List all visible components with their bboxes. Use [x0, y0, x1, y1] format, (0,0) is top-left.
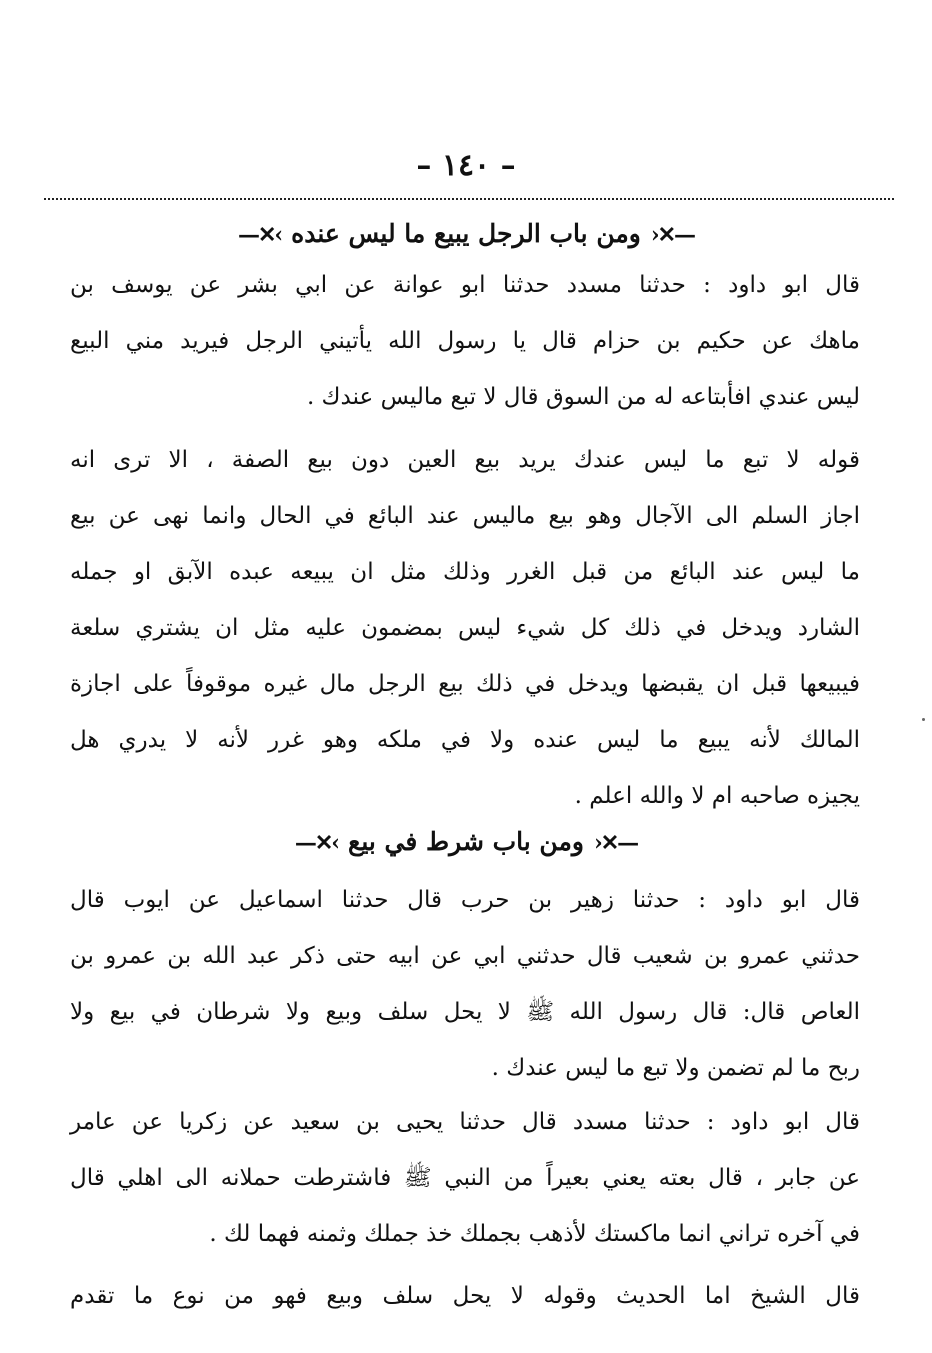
text-line: المالك لأنه يبيع ما ليس عنده ولا في ملكه وهو غرر لأنه لا يدري هل	[70, 727, 860, 753]
header-rule	[44, 198, 894, 200]
ornament-left-icon: ›✕—	[237, 222, 282, 248]
ornament-left-icon: ›✕—	[294, 830, 339, 856]
text-line: حدثني عمرو بن شعيب قال حدثني ابي عن ابيه حتى ذكر عبد الله بن عمرو بن	[70, 943, 860, 969]
text-line: الشارد ويدخل في ذلك كل شيء ليس بمضمون عليه مثل ان يشتري سلعة	[70, 615, 860, 641]
text-line: يجيزه صاحبه ام لا والله اعلم .	[574, 783, 860, 809]
paragraph	[70, 1268, 860, 1324]
text-line: قال ابو داود : حدثنا زهير بن حرب قال حدثنا اسماعيل عن ايوب قال	[70, 887, 860, 913]
paragraph	[70, 1094, 860, 1262]
section-heading-text: ومن باب شرط في بيع	[348, 827, 584, 856]
text-line: عن جابر ، قال بعته يعني بعيراً من النبي ﷺ فاشترطت حملانه الى اهلي قال	[70, 1165, 860, 1191]
section-heading-text: ومن باب الرجل يبيع ما ليس عنده	[291, 219, 641, 248]
ornament-right-icon: —✕‹	[593, 830, 638, 856]
text-line: قال الشيخ اما الحديث وقوله لا يحل سلف وبيع فهو من نوع ما تقدم	[70, 1283, 860, 1309]
paragraph	[70, 432, 860, 824]
text-line: فيبيعها قبل ان يقبضها ويدخل في ذلك بيع الرجل مال غيره موقوفاً على اجازة	[70, 671, 860, 697]
section-heading	[0, 822, 932, 863]
ornament-right-icon: —✕‹	[650, 222, 695, 248]
paragraph	[70, 872, 860, 1096]
margin-speck	[922, 718, 925, 721]
paragraph	[70, 257, 860, 425]
text-line: اجاز السلم الى الآجال وهو بيع ماليس عند البائع في الحال وانما نهى عن بيع	[70, 503, 860, 529]
text-line: ما ليس عند البائع من قبل الغرر وذلك مثل ان يبيعه عبده الآبق او جمله	[70, 559, 860, 585]
text-line: ربح ما لم تضمن ولا تبع ما ليس عندك .	[491, 1055, 860, 1081]
page-number: – ١٤٠ –	[416, 148, 516, 183]
text-line: قوله لا تبع ما ليس عندك يريد بيع العين دون بيع الصفة ، الا ترى انه	[70, 447, 860, 473]
section-heading	[0, 214, 932, 255]
text-line: ماهك عن حكيم بن حزام قال يا رسول الله يأتيني الرجل فيريد مني البيع	[70, 328, 860, 354]
text-line: ليس عندي افأبتاعه له من السوق قال لا تبع ماليس عندك .	[306, 384, 860, 410]
text-line: في آخره تراني انما ماكستك لأذهب بجملك خذ جملك وثمنه فهما لك .	[209, 1221, 860, 1247]
text-line: العاص قال: قال رسول الله ﷺ لا يحل سلف وبيع ولا شرطان في بيع ولا	[70, 999, 860, 1025]
text-line: قال ابو داود : حدثنا مسدد حدثنا ابو عوانة عن ابي بشر عن يوسف بن	[70, 272, 860, 298]
text-line: قال ابو داود : حدثنا مسدد قال حدثنا يحيى بن سعيد عن زكريا عن عامر	[70, 1109, 860, 1135]
